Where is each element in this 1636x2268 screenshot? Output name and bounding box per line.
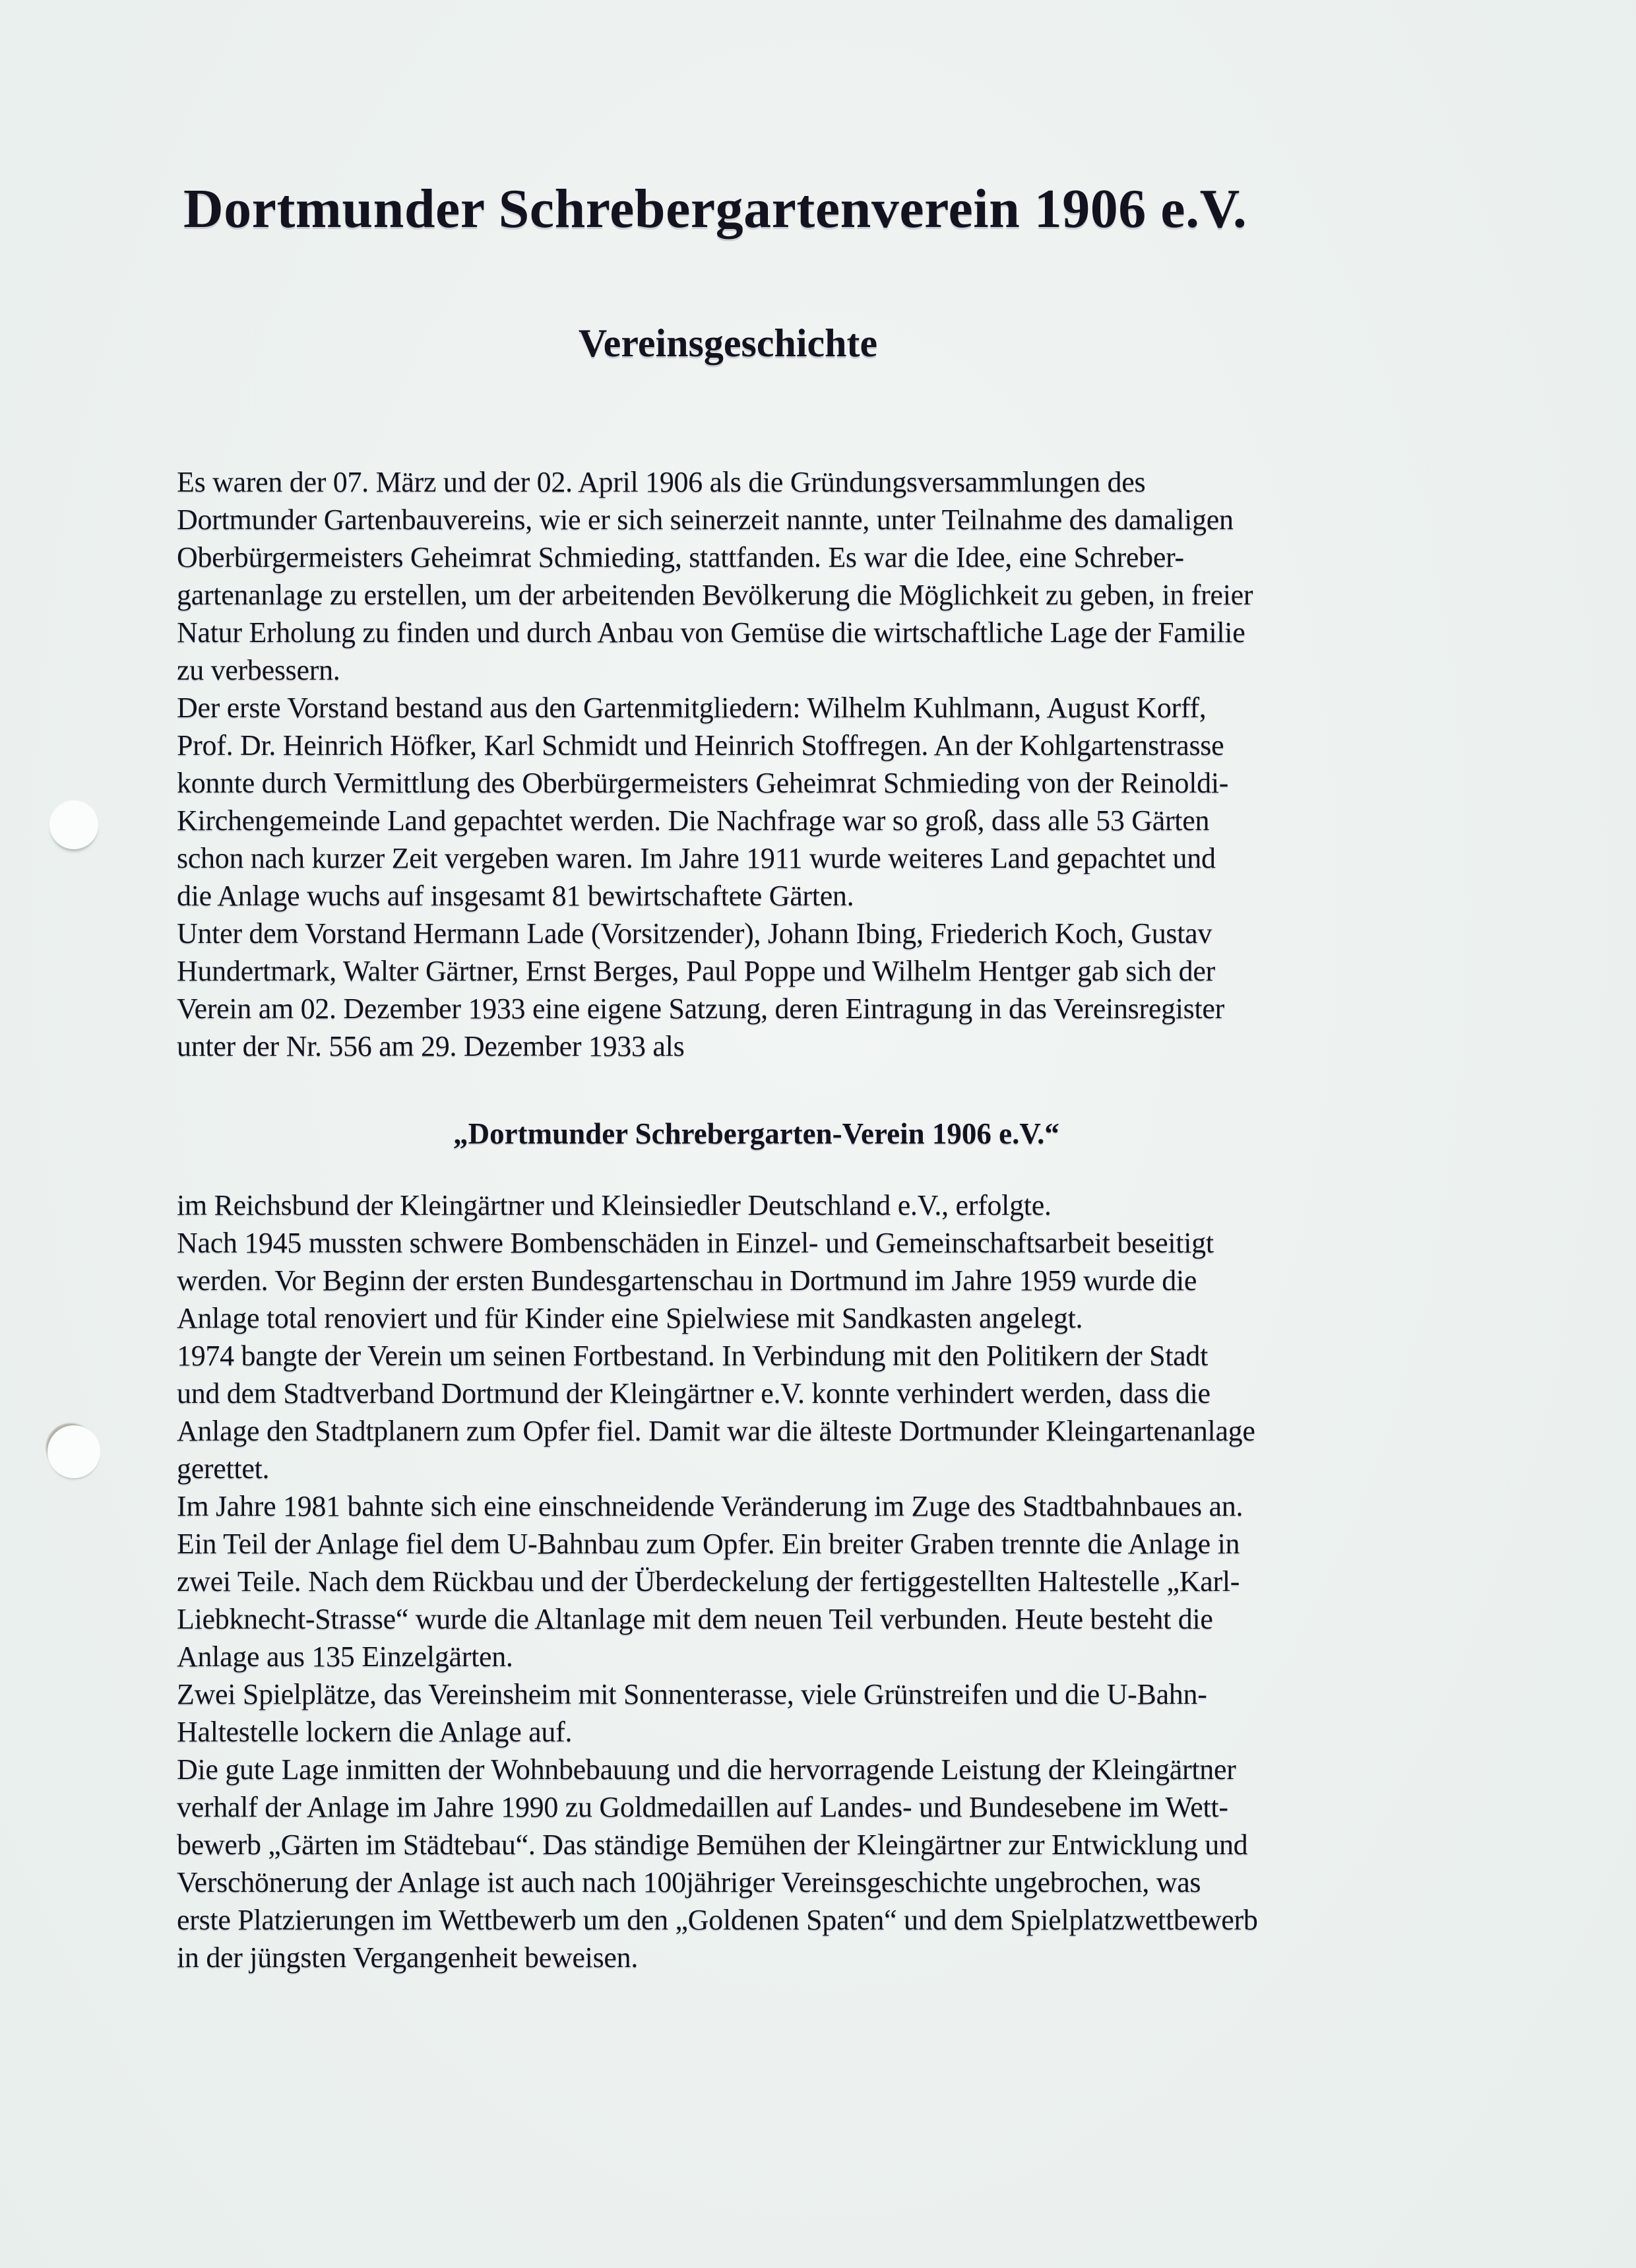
text-line: Es waren der 07. März und der 02. April 1906 als die Gründungsversammlungen des	[177, 466, 1146, 498]
text-line: bewerb „Gärten im Städtebau“. Das ständige Bemühen der Kleingärtner zur Entwicklung und	[177, 1829, 1248, 1861]
text-line: Verein am 02. Dezember 1933 eine eigene Satzung, deren Eintragung in das Vereinsregister	[177, 992, 1225, 1025]
text-line: gerettet.	[177, 1452, 270, 1485]
text-line: Kirchengemeinde Land gepachtet werden. Die Nachfrage war so groß, dass alle 53 Gärten	[177, 804, 1210, 837]
text-line: schon nach kurzer Zeit vergeben waren. Im Jahre 1911 wurde weiteres Land gepachtet und	[177, 842, 1216, 874]
text-line: Dortmunder Gartenbauvereins, wie er sich seinerzeit nannte, unter Teilnahme des damaligen	[177, 503, 1234, 536]
text-line: Hundertmark, Walter Gärtner, Ernst Berges, Paul Poppe und Wilhelm Hentger gab sich der	[177, 955, 1215, 987]
text-line: und dem Stadtverband Dortmund der Kleingärtner e.V. konnte verhindert werden, dass die	[177, 1377, 1211, 1409]
text-line: Unter dem Vorstand Hermann Lade (Vorsitzender), Johann Ibing, Friederich Koch, Gustav	[177, 917, 1212, 950]
text-line: erste Platzierungen im Wettbewerb um den „Goldenen Spaten“ und dem Spielplatzwettbewerb	[177, 1904, 1258, 1936]
text-line: Prof. Dr. Heinrich Höfker, Karl Schmidt und Heinrich Stoffregen. An der Kohlgartenstrasse	[177, 729, 1224, 761]
text-line: Haltestelle lockern die Anlage auf.	[177, 1716, 573, 1748]
text-line: Oberbürgermeisters Geheimrat Schmieding, stattfanden. Es war die Idee, eine Schreber-	[177, 541, 1184, 573]
text-line: 1974 bangte der Verein um seinen Fortbestand. In Verbindung mit den Politikern der Stadt	[177, 1340, 1209, 1372]
text-line: konnte durch Vermittlung des Oberbürgermeisters Geheimrat Schmieding von der Reinoldi-	[177, 767, 1229, 799]
text-line: Verschönerung der Anlage ist auch nach 100jähriger Vereinsgeschichte ungebrochen, was	[177, 1866, 1201, 1898]
text-line: Im Jahre 1981 bahnte sich eine einschneidende Veränderung im Zuge des Stadtbahnbaues an.	[177, 1490, 1243, 1522]
text-line: Liebknecht-Strasse“ wurde die Altanlage mit dem neuen Teil verbunden. Heute besteht die	[177, 1603, 1213, 1635]
text-line: gartenanlage zu erstellen, um der arbeitenden Bevölkerung die Möglichkeit zu geben, in freier	[177, 579, 1253, 611]
text-line: die Anlage wuchs auf insgesamt 81 bewirtschaftete Gärten.	[177, 880, 854, 912]
punch-hole-bottom	[47, 1425, 100, 1478]
document-title: Dortmunder Schrebergartenverein 1906 e.V.	[183, 178, 1247, 240]
text-line: werden. Vor Beginn der ersten Bundesgartenschau in Dortmund im Jahre 1959 wurde die	[177, 1264, 1197, 1297]
text-line: verhalf der Anlage im Jahre 1990 zu Goldmedaillen auf Landes- und Bundesebene im Wett-	[177, 1791, 1228, 1823]
text-line: unter der Nr. 556 am 29. Dezember 1933 als	[177, 1030, 685, 1062]
text-line: Natur Erholung zu finden und durch Anbau von Gemüse die wirtschaftliche Lage der Familie	[177, 616, 1245, 649]
text-line: in der jüngsten Vergangenheit beweisen.	[177, 1941, 639, 1974]
text-line: Ein Teil der Anlage fiel dem U-Bahnbau zum Opfer. Ein breiter Graben trennte die Anlage in	[177, 1528, 1240, 1560]
punch-hole-top	[49, 800, 98, 849]
text-line: zwei Teile. Nach dem Rückbau und der Überdeckelung der fertiggestellten Haltestelle „Karl-	[177, 1565, 1240, 1598]
text-line: Zwei Spielplätze, das Vereinsheim mit Sonnenterasse, viele Grünstreifen und die U-Bahn-	[177, 1678, 1207, 1710]
text-line: Anlage aus 135 Einzelgärten.	[177, 1640, 513, 1673]
text-line: Anlage den Stadtplanern zum Opfer fiel. Damit war die älteste Dortmunder Kleingartenanlage	[177, 1415, 1255, 1447]
centered-club-name-heading: „Dortmunder Schrebergarten-Verein 1906 e.V.“	[453, 1117, 1059, 1150]
body-paragraph-block-1	[177, 463, 1490, 1065]
text-line: im Reichsbund der Kleingärtner und Kleinsiedler Deutschland e.V., erfolgte.	[177, 1189, 1052, 1221]
document-subtitle: Vereinsgeschichte	[578, 321, 878, 365]
text-line: zu verbessern.	[177, 654, 340, 686]
text-line: Der erste Vorstand bestand aus den Gartenmitgliedern: Wilhelm Kuhlmann, August Korff,	[177, 692, 1207, 724]
body-paragraph-block-2	[177, 1186, 1490, 1976]
text-line: Die gute Lage inmitten der Wohnbebauung und die hervorragende Leistung der Kleingärtner	[177, 1753, 1236, 1786]
text-line: Nach 1945 mussten schwere Bombenschäden in Einzel- und Gemeinschaftsarbeit beseitigt	[177, 1227, 1214, 1259]
text-line: Anlage total renoviert und für Kinder eine Spielwiese mit Sandkasten angelegt.	[177, 1302, 1083, 1334]
